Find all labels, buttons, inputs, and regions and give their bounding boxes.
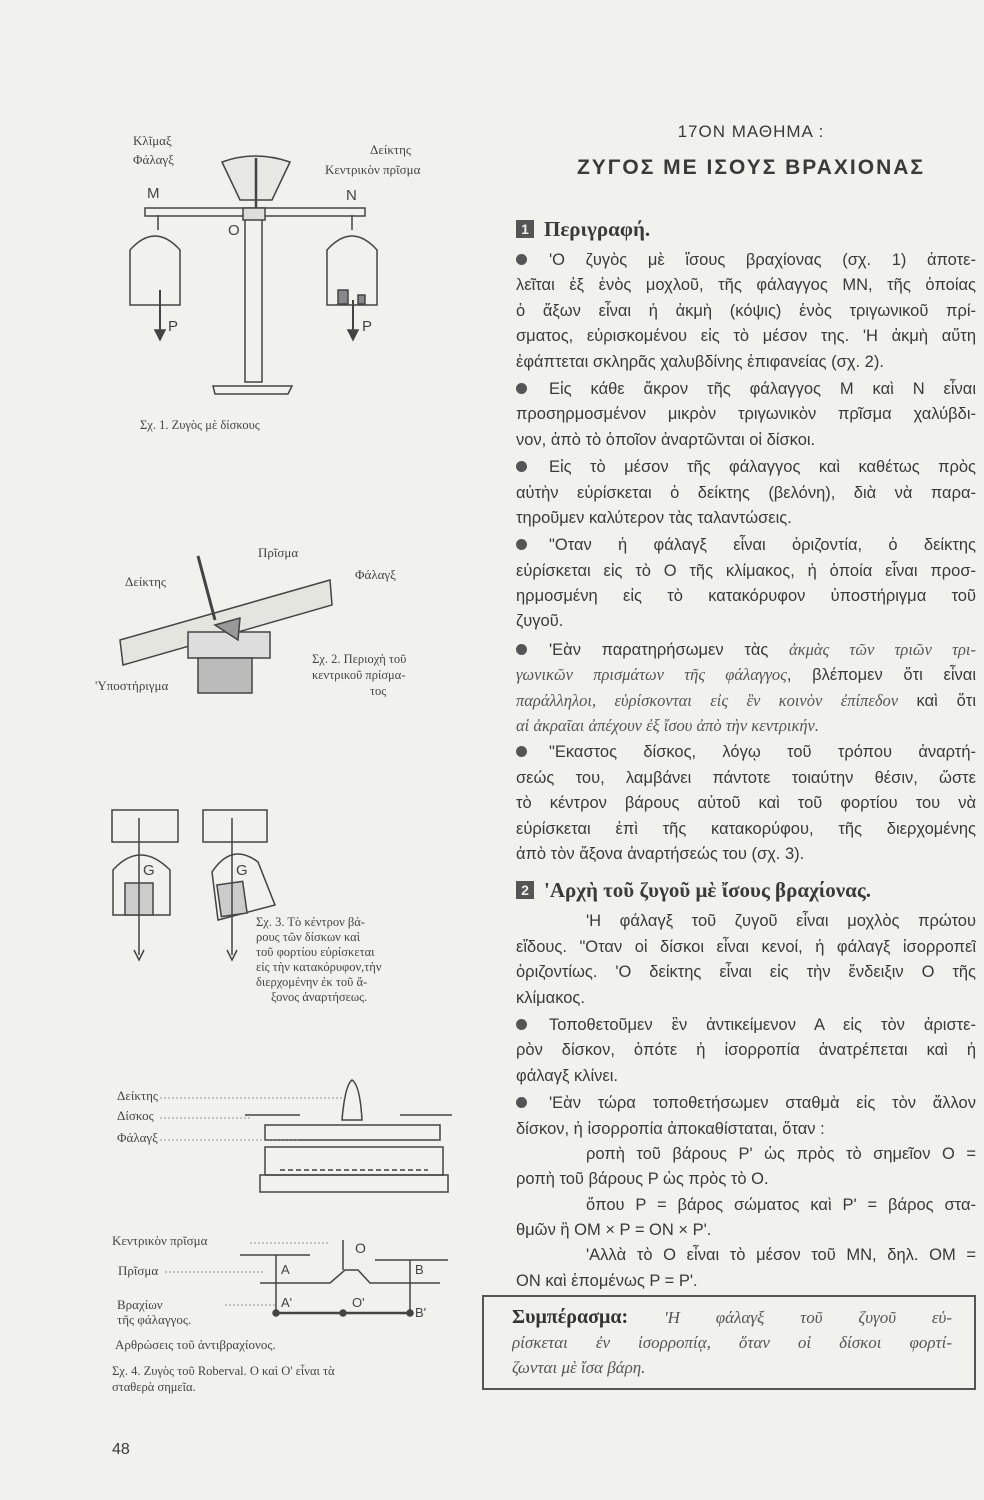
text-segment: σματος, εὑρισκομένου εἰς τὸ μέσον της. 'Η ἀκμὴ αὕτη [516, 327, 976, 346]
conclusion-box [482, 1295, 976, 1390]
fig3-label-g2: G [236, 862, 248, 879]
text-line [516, 1142, 976, 1167]
fig4-label-o-prime: O' [352, 1295, 365, 1310]
fig3-caption-line: ρους τῶν δίσκων καὶ [256, 930, 361, 944]
text-segment: προσηρμοσμένον μικρὸν τριγωνικὸν πρῖσμα χαλύβδι- [516, 405, 976, 424]
fig2-label-beam: Φάλαγξ [355, 567, 396, 582]
text-line [516, 1243, 976, 1268]
bullet-icon [516, 644, 527, 655]
text-segment: ἐφάπτεται σκληρᾶς χαλυβδίνης ἐπιφανείας (σχ. 2). [516, 352, 884, 371]
fig1-balance-drawing [130, 156, 377, 394]
text-segment: αὐτὴν εὑρίσκεται ὁ δείκτης (βελόνη), διὰ νὰ παρα- [516, 483, 976, 502]
text-line [516, 766, 976, 791]
fig1-label-prism: Κεντρικὸν πρῖσμα [325, 162, 421, 177]
conclusion-text: 'Η φάλαγξ τοῦ ζυγοῦ εὑ- [628, 1308, 952, 1327]
fig3-caption-line: ξονος ἀναρτήσεως. [271, 990, 368, 1004]
text-segment: καὶ ὅτι [916, 691, 976, 710]
text-segment: ὁ ἄξων εἶναι ἡ ἀκμὴ (κόψις) ἑνὸς τριγωνικοῦ πρί- [516, 301, 976, 320]
text-line [516, 377, 976, 402]
text-line [516, 1064, 976, 1089]
text-line [516, 1117, 976, 1142]
text-segment: 'Εὰν παρατηρήσωμεν τὰς [549, 640, 789, 659]
paragraph [516, 909, 976, 1011]
fig3-caption [256, 915, 382, 1005]
text-segment: τὸ κέντρον βάρους αὐτοῦ καὶ τοῦ φορτίου του νὰ [516, 794, 976, 813]
text-line [516, 1193, 976, 1218]
text-line [516, 609, 976, 634]
leader-lines [160, 1098, 345, 1305]
bullet-icon [516, 383, 527, 394]
fig4-label-arm2: τῆς φάλαγγος. [117, 1312, 192, 1327]
paragraph [516, 1091, 976, 1142]
fig4-label-b-prime: B' [415, 1305, 427, 1320]
text-segment: τηροῦμεν καλύτερον τὰς ταλαντώσεις. [516, 508, 792, 527]
fig4-roberval-drawing [240, 1080, 452, 1316]
text-segment: θμῶν ἢ ΟΜ × P = ΟΝ × P'. [516, 1221, 712, 1240]
paragraph [516, 248, 976, 375]
text-line [516, 791, 976, 816]
text-segment: Τοποθετοῦμεν ἓν ἀντικείμενον Α εἰς τὸν ἀριστε- [549, 1015, 976, 1034]
fig4-caption-line: Σχ. 4. Ζυγὸς τοῦ Roberval. Ο καὶ Ο' εἶναι τὰ [112, 1364, 335, 1378]
lesson-label: 17ΟΝ ΜΑΘΗΜΑ : [677, 122, 825, 141]
text-segment: ρὸν δίσκον, ὁπότε ἡ ἰσορροπία ἀνατρέπεται καὶ ἡ [516, 1041, 976, 1060]
text-segment: ὁριζοντίως. 'Ο δείκτης εἶναι εἰς τὴν ἔνδειξιν Ο τῆς [516, 963, 976, 982]
fig4-label-b: B [415, 1262, 424, 1277]
conclusion-line: ζωνται μὲ ἴσα βάρη. [512, 1358, 646, 1377]
conclusion-line [512, 1305, 952, 1330]
paragraph [516, 377, 976, 453]
text-line [516, 428, 976, 453]
text-line [516, 248, 976, 273]
italic-text: γωνικῶν πρισμάτων τῆς φάλαγγος [516, 665, 787, 685]
fig4-label-joints: Αρθρώσεις τοῦ ἀντιβραχίονος. [115, 1337, 276, 1352]
fig1-label-o: O [228, 222, 240, 239]
bullet-icon [516, 254, 527, 265]
text-segment: φάλαγξ κλίνει. [516, 1066, 619, 1085]
fig4-label-arm: Βραχίων [117, 1297, 163, 1312]
fig3-cg-drawing [112, 810, 275, 960]
text-line [516, 455, 976, 480]
conclusion-label: Συμπέρασμα: [512, 1306, 629, 1328]
fig4-caption-line: σταθερὰ σημεῖα. [112, 1380, 196, 1394]
fig4-label-pointer: Δείκτης [117, 1088, 159, 1103]
fig1-label-beam: Φάλαγξ [133, 152, 174, 167]
text-line [516, 740, 976, 765]
paragraph [516, 455, 976, 531]
section-heading-text: Περιγραφή. [544, 216, 651, 241]
text-line [516, 935, 976, 960]
italic-text: ἀκμὰς τῶν τριῶν τρι- [789, 639, 976, 659]
lesson-title: ΖΥΓΟΣ ΜΕ ΙΣΟΥΣ ΒΡΑΧΙΟΝΑΣ [576, 156, 926, 179]
section-number-badge: 2 [516, 881, 534, 899]
text-segment: "Οταν ἡ φάλαγξ εἶναι ὁριζοντία, ὁ δείκτης [549, 536, 976, 555]
text-line [516, 506, 976, 531]
bullet-icon [516, 461, 527, 472]
text-line [516, 1167, 976, 1192]
fig3-caption-line: διερχομένην ἐκ τοῦ ἄ- [256, 975, 368, 989]
paragraph [516, 1142, 976, 1193]
fig2-label-pointer: Δείκτης [125, 574, 167, 589]
text-segment: 'Εὰν τώρα τοποθετήσωμεν σταθμὰ εἰς τὸν ἄλλον [549, 1094, 976, 1113]
section-heading-text: 'Αρχὴ τοῦ ζυγοῦ μὲ ἴσους βραχίονας. [544, 877, 872, 902]
section-2-body [516, 909, 976, 1294]
text-line [516, 1269, 976, 1294]
text-segment: 'Ο ζυγὸς μὲ ἴσους βραχίονας (σχ. 1) ἀποτε- [549, 251, 976, 269]
text-segment: ἀπὸ τὸν ἄξονα ἀναρτήσεώς του (σχ. 3). [516, 844, 805, 863]
text-segment: εὑρίσκεται ἐπὶ τῆς κατακορύφου, τῆς διερχομένης [516, 819, 976, 838]
fig3-caption-line: Σχ. 3. Τὸ κέντρον βά- [256, 915, 365, 929]
text-line [516, 662, 976, 687]
bullet-icon [516, 1019, 527, 1030]
fig4-label-beam: Φάλαγξ [117, 1130, 158, 1145]
text-segment: ζυγοῦ. [516, 612, 564, 631]
fig4-label-pan: Δίσκος [117, 1108, 154, 1123]
fig2-caption-line: τος [370, 684, 387, 698]
bullet-icon [516, 539, 527, 550]
text-line [516, 584, 976, 609]
text-segment: ΟΝ καὶ ἑπομένως P = P'. [516, 1271, 698, 1290]
bullet-icon [516, 746, 527, 757]
fig4-label-prism: Πρῖσμα [118, 1263, 159, 1278]
paragraph [516, 1243, 976, 1294]
fig2-label-prism: Πρῖσμα [258, 545, 299, 560]
text-segment: δίσκον, ἡ ἰσορροπία ἀποκαθίσταται, ὅταν : [516, 1119, 825, 1138]
fig4-label-a-prime: A' [281, 1295, 293, 1310]
fig4-label-central: Κεντρικὸν πρῖσμα [112, 1233, 208, 1248]
fig2-caption-line: κεντρικοῦ πρίσμα- [312, 668, 406, 682]
text-line [516, 1013, 976, 1038]
fig1-label-m: M [147, 185, 160, 202]
page-number: 48 [112, 1441, 130, 1458]
fig3-label-g1: G [143, 862, 155, 879]
text-segment: κλίμακος. [516, 988, 585, 1007]
text-line [516, 713, 976, 738]
fig3-caption-line: τοῦ φορτίου εὑρίσκεται [256, 945, 375, 959]
section-1-heading [516, 212, 976, 246]
fig1-label-pointer: Δείκτης [370, 142, 412, 157]
fig1-label-p1: P [168, 318, 179, 335]
text-line [516, 1091, 976, 1116]
text-line [516, 324, 976, 349]
text-segment: Εἰς τὸ μέσον τῆς φάλαγγος καὶ καθέτως πρὸς [549, 458, 976, 477]
text-segment: , βλέπομεν ὅτι εἶναι [786, 666, 976, 685]
fig1-label-p2: P [362, 318, 373, 335]
section-2-heading [516, 873, 976, 907]
fig4-label-a: A [281, 1262, 290, 1277]
paragraph [516, 740, 976, 867]
fig1-label-scale: Κλῖμαξ [133, 133, 172, 148]
text-line [516, 299, 976, 324]
text-line [516, 273, 976, 298]
text-segment: νον, ἀπὸ τὸ ὁποῖον ἀναρτῶνται οἱ δίσκοι. [516, 430, 816, 449]
text-line [516, 986, 976, 1011]
text-segment: ηρμοσμένη εἰς τὸ κατακόρυφον ὑποστήριγμα τοῦ [516, 587, 976, 606]
text-segment: εὑρίσκεται εἰς τὸ Ο τῆς κλίμακος, ἡ ὁποία εἶναι προσ- [516, 561, 976, 580]
fig2-label-support: 'Υποστήριγμα [95, 678, 169, 693]
text-segment: λεῖται ἐξ ἑνὸς μοχλοῦ, τῆς φάλαγγος ΜΝ, τῆς ὁποίας [516, 276, 976, 295]
text-line [516, 533, 976, 558]
italic-text: αἱ ἀκραῖαι ἀπέχουν ἐξ ἴσου ἀπὸ τὴν κεντρικήν. [516, 716, 820, 736]
bullet-icon [516, 1097, 527, 1108]
text-line [516, 1218, 976, 1243]
text-segment: ροπὴ τοῦ βάρους P' ὡς πρὸς τὸ σημεῖον Ο = [586, 1144, 976, 1163]
text-line [516, 559, 976, 584]
text-line [516, 637, 976, 662]
paragraph [516, 1013, 976, 1089]
text-line [516, 842, 976, 867]
fig1-caption: Σχ. 1. Ζυγὸς μὲ δίσκους [140, 418, 260, 432]
text-segment: 'Αλλὰ τὸ Ο εἶναι τὸ μέσον τοῦ ΜΝ, δηλ. ΟΜ = [586, 1246, 976, 1265]
text-line [516, 350, 976, 375]
text-segment: ὅπου P = βάρος σώματος καὶ P' = βάρος στα- [586, 1195, 976, 1214]
text-line [516, 688, 976, 713]
text-line [516, 402, 976, 427]
text-segment: εἴδους. "Οταν οἱ δίσκοι εἶναι κενοί, ἡ φάλαγξ ἰσορροπεῖ [516, 937, 976, 956]
paragraph [516, 637, 976, 739]
text-line [516, 960, 976, 985]
text-segment: σεώς του, λαμβάνει πάντοτε τοιαύτην θέσιν, ὥστε [516, 768, 976, 787]
text-segment: 'Η φάλαγξ τοῦ ζυγοῦ εἶναι μοχλὸς πρώτου [586, 912, 976, 931]
conclusion-line: ρίσκεται ἐν ἰσορροπίᾳ, ὅταν οἱ δίσκοι φορτί- [512, 1333, 952, 1352]
text-segment: "Εκαστος δίσκος, λόγῳ τοῦ τρόπου ἀναρτή- [549, 743, 976, 762]
text-segment: Εἰς κάθε ἄκρον τῆς φάλαγγος Μ καὶ Ν εἶναι [549, 379, 976, 398]
fig1-label-n: N [346, 187, 357, 204]
text-segment: ροπὴ τοῦ βάρους P ὡς πρὸς τὸ Ο. [516, 1170, 769, 1189]
paragraph [516, 1193, 976, 1244]
text-line [516, 1038, 976, 1063]
section-number-badge: 1 [516, 220, 534, 238]
fig4-label-o: O [355, 1240, 366, 1256]
text-line [516, 481, 976, 506]
main-text-column [516, 122, 976, 1294]
paragraph [516, 533, 976, 635]
fig3-caption-line: εἰς τὴν κατακόρυφον,τὴν [256, 960, 382, 974]
section-1-body [516, 248, 976, 867]
italic-text: παράλληλοι, εὑρίσκονται εἰς ἓν κοινὸν ἐπίπεδον [516, 690, 917, 710]
text-line [516, 909, 976, 934]
fig2-caption-line: Σχ. 2. Περιοχὴ τοῦ [312, 652, 407, 666]
text-line [516, 817, 976, 842]
